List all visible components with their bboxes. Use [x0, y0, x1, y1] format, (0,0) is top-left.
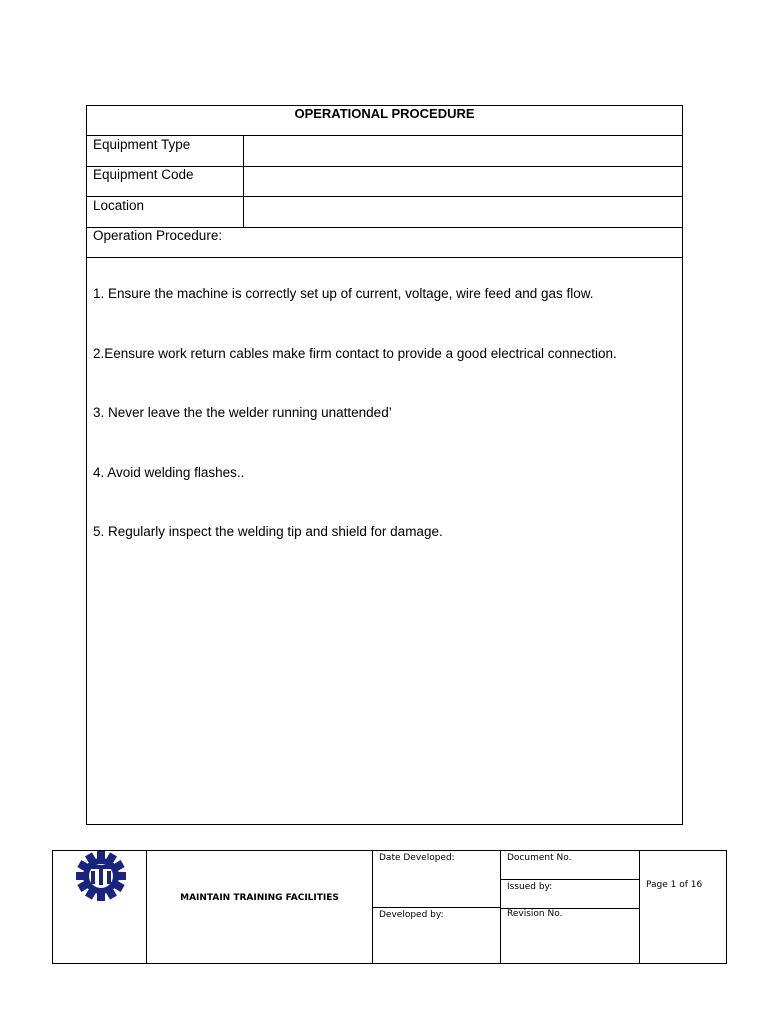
- equipment-code-value[interactable]: [244, 166, 682, 196]
- document-footer: [52, 850, 727, 964]
- equipment-type-value[interactable]: [244, 136, 682, 166]
- page-number: Page 1 of 16: [646, 880, 703, 890]
- equipment-code-label: Equipment Code: [87, 166, 244, 196]
- equipment-type-row: [87, 136, 682, 167]
- equipment-type-label: Equipment Type: [87, 136, 244, 166]
- location-row: [87, 197, 682, 228]
- location-label: Location: [87, 197, 244, 227]
- equipment-code-row: [87, 166, 682, 197]
- procedure-step: 2.Eensure work return cables make firm contact to provide a good electrical connection.: [93, 345, 617, 361]
- footer-title: MAINTAIN TRAINING FACILITIES: [147, 851, 373, 963]
- date-developed-label: Date Developed:: [373, 851, 501, 908]
- procedure-step: 4. Avoid welding flashes..: [93, 464, 245, 480]
- procedure-steps: [93, 286, 672, 584]
- gear-logo-icon: [66, 851, 136, 921]
- procedure-step: 1. Ensure the machine is correctly set up of current, voltage, wire feed and gas flow.: [93, 286, 594, 301]
- operational-procedure-form: [86, 105, 683, 825]
- procedure-step: 5. Regularly inspect the welding tip and shield for damage.: [93, 524, 443, 539]
- logo-cell: [53, 851, 147, 963]
- procedure-step: 3. Never leave the the welder running unattended’: [93, 405, 392, 420]
- location-value[interactable]: [244, 197, 682, 227]
- operation-procedure-label: Operation Procedure:: [87, 227, 682, 258]
- developed-by-label: Developed by:: [373, 908, 501, 964]
- revision-no-label: Revision No.: [501, 909, 640, 964]
- issued-by-label: Issued by:: [501, 880, 640, 909]
- document-no-label: Document No.: [501, 851, 640, 880]
- form-title: OPERATIONAL PROCEDURE: [87, 106, 682, 136]
